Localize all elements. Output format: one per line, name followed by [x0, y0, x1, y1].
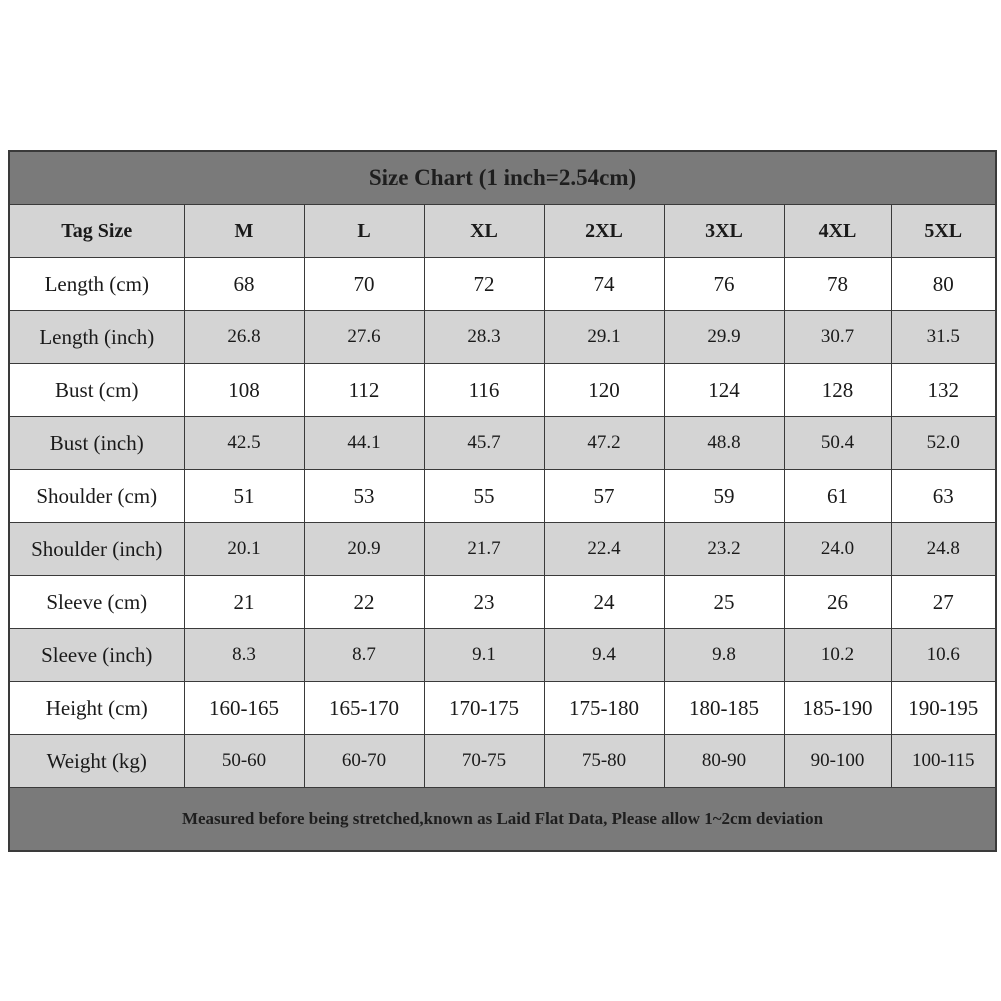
- measurement-cell: 57: [544, 470, 664, 523]
- measurement-cell: 165-170: [304, 682, 424, 735]
- size-header-cell: 5XL: [891, 205, 995, 258]
- size-header-cell: L: [304, 205, 424, 258]
- table-row: [10, 364, 995, 417]
- row-label: Bust (cm): [10, 364, 184, 417]
- measurement-cell: 30.7: [784, 311, 891, 364]
- size-header-cell: 3XL: [664, 205, 784, 258]
- measurement-cell: 29.9: [664, 311, 784, 364]
- measurement-cell: 20.9: [304, 523, 424, 576]
- measurement-cell: 68: [184, 258, 304, 311]
- measurement-cell: 70-75: [424, 735, 544, 788]
- measurement-cell: 25: [664, 576, 784, 629]
- measurement-cell: 61: [784, 470, 891, 523]
- measurement-cell: 59: [664, 470, 784, 523]
- size-header-cell: 4XL: [784, 205, 891, 258]
- measurement-cell: 22.4: [544, 523, 664, 576]
- measurement-cell: 26: [784, 576, 891, 629]
- row-label: Weight (kg): [10, 735, 184, 788]
- measurement-cell: 27.6: [304, 311, 424, 364]
- measurement-cell: 185-190: [784, 682, 891, 735]
- measurement-cell: 8.7: [304, 629, 424, 682]
- measurement-cell: 9.8: [664, 629, 784, 682]
- row-label: Bust (inch): [10, 417, 184, 470]
- measurement-cell: 80-90: [664, 735, 784, 788]
- row-label: Height (cm): [10, 682, 184, 735]
- table-row: [10, 523, 995, 576]
- table-row: [10, 470, 995, 523]
- measurement-cell: 116: [424, 364, 544, 417]
- measurement-cell: 180-185: [664, 682, 784, 735]
- row-label: Sleeve (cm): [10, 576, 184, 629]
- measurement-cell: 47.2: [544, 417, 664, 470]
- measurement-cell: 100-115: [891, 735, 995, 788]
- measurement-cell: 50.4: [784, 417, 891, 470]
- measurement-cell: 78: [784, 258, 891, 311]
- measurement-cell: 22: [304, 576, 424, 629]
- measurement-cell: 52.0: [891, 417, 995, 470]
- measurement-cell: 24.8: [891, 523, 995, 576]
- measurement-cell: 48.8: [664, 417, 784, 470]
- measurement-cell: 24.0: [784, 523, 891, 576]
- measurement-cell: 170-175: [424, 682, 544, 735]
- measurement-cell: 132: [891, 364, 995, 417]
- measurement-cell: 124: [664, 364, 784, 417]
- measurement-cell: 28.3: [424, 311, 544, 364]
- size-table: [10, 205, 995, 787]
- measurement-cell: 29.1: [544, 311, 664, 364]
- measurement-cell: 60-70: [304, 735, 424, 788]
- measurement-cell: 42.5: [184, 417, 304, 470]
- header-row: [10, 205, 995, 258]
- measurement-cell: 27: [891, 576, 995, 629]
- measurement-cell: 190-195: [891, 682, 995, 735]
- measurement-cell: 8.3: [184, 629, 304, 682]
- table-row: [10, 629, 995, 682]
- size-chart: [8, 150, 997, 852]
- measurement-cell: 45.7: [424, 417, 544, 470]
- table-body: [10, 205, 995, 787]
- measurement-cell: 75-80: [544, 735, 664, 788]
- row-label: Shoulder (cm): [10, 470, 184, 523]
- row-label: Shoulder (inch): [10, 523, 184, 576]
- row-label: Length (inch): [10, 311, 184, 364]
- measurement-cell: 20.1: [184, 523, 304, 576]
- header-label: Tag Size: [10, 205, 184, 258]
- table-row: [10, 576, 995, 629]
- table-row: [10, 735, 995, 788]
- measurement-cell: 63: [891, 470, 995, 523]
- measurement-cell: 21: [184, 576, 304, 629]
- measurement-cell: 9.1: [424, 629, 544, 682]
- table-row: [10, 417, 995, 470]
- measurement-cell: 10.6: [891, 629, 995, 682]
- measurement-cell: 175-180: [544, 682, 664, 735]
- size-header-cell: M: [184, 205, 304, 258]
- row-label: Length (cm): [10, 258, 184, 311]
- measurement-cell: 74: [544, 258, 664, 311]
- measurement-cell: 24: [544, 576, 664, 629]
- measurement-cell: 76: [664, 258, 784, 311]
- size-header-cell: 2XL: [544, 205, 664, 258]
- row-label: Sleeve (inch): [10, 629, 184, 682]
- measurement-cell: 55: [424, 470, 544, 523]
- measurement-cell: 21.7: [424, 523, 544, 576]
- measurement-cell: 72: [424, 258, 544, 311]
- table-row: [10, 311, 995, 364]
- measurement-cell: 31.5: [891, 311, 995, 364]
- measurement-cell: 26.8: [184, 311, 304, 364]
- size-header-cell: XL: [424, 205, 544, 258]
- measurement-cell: 80: [891, 258, 995, 311]
- measurement-cell: 23.2: [664, 523, 784, 576]
- footer-note: Measured before being stretched,known as Laid Flat Data, Please allow 1~2cm deviation: [10, 787, 995, 850]
- measurement-cell: 112: [304, 364, 424, 417]
- measurement-cell: 160-165: [184, 682, 304, 735]
- measurement-cell: 70: [304, 258, 424, 311]
- measurement-cell: 51: [184, 470, 304, 523]
- measurement-cell: 108: [184, 364, 304, 417]
- measurement-cell: 44.1: [304, 417, 424, 470]
- measurement-cell: 50-60: [184, 735, 304, 788]
- measurement-cell: 90-100: [784, 735, 891, 788]
- measurement-cell: 53: [304, 470, 424, 523]
- measurement-cell: 10.2: [784, 629, 891, 682]
- measurement-cell: 120: [544, 364, 664, 417]
- measurement-cell: 23: [424, 576, 544, 629]
- table-row: [10, 682, 995, 735]
- table-row: [10, 258, 995, 311]
- chart-title: Size Chart (1 inch=2.54cm): [10, 152, 995, 205]
- measurement-cell: 128: [784, 364, 891, 417]
- measurement-cell: 9.4: [544, 629, 664, 682]
